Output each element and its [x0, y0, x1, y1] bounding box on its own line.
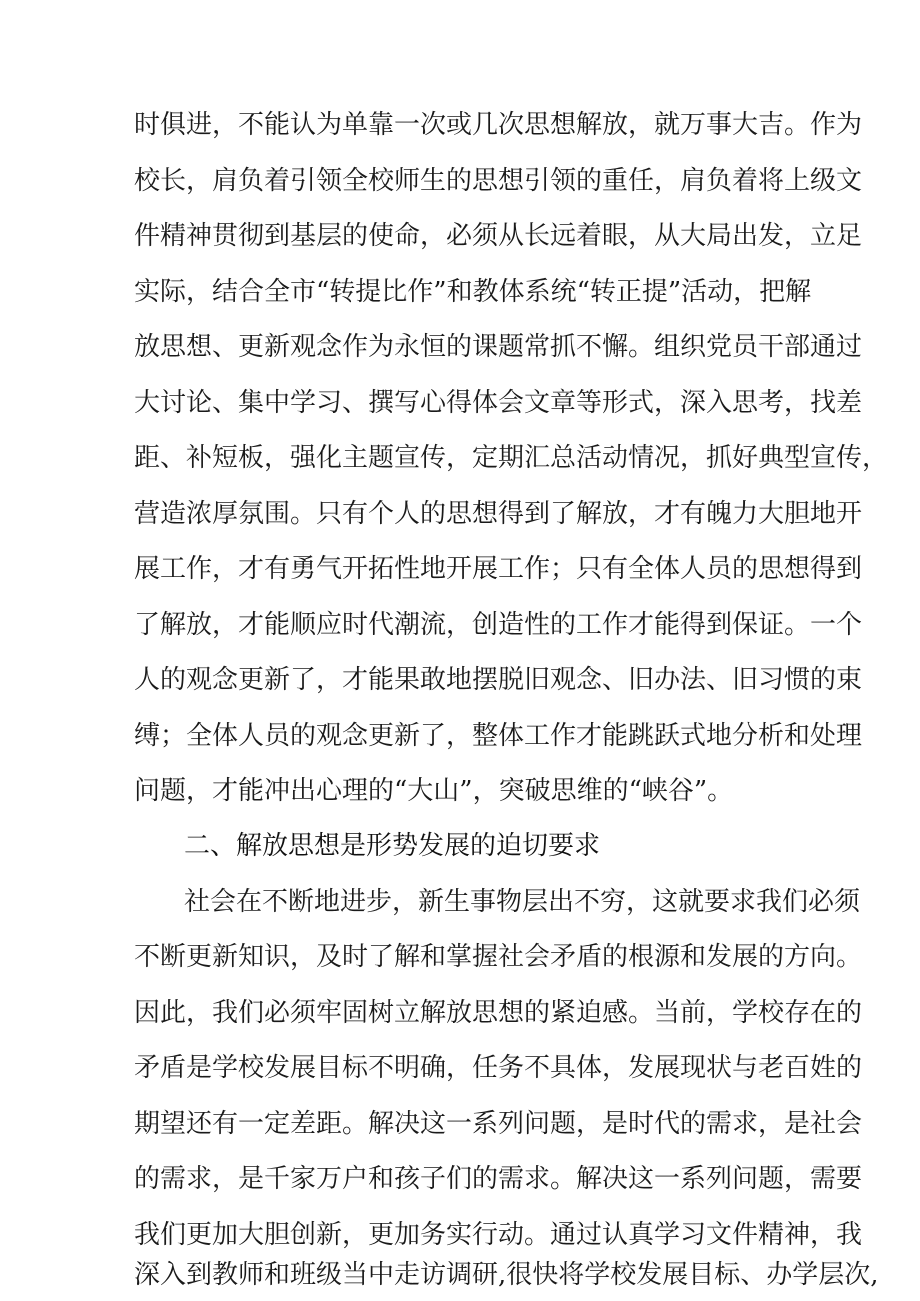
text-line: 了解放，才能顺应时代潮流，创造性的工作才能得到保证。一个: [134, 610, 863, 640]
text-line: 距、补短板，强化主题宣传，定期汇总活动情况，抓好典型宣传，: [134, 443, 889, 473]
text-line: 矛盾是学校发展目标不明确，任务不具体，发展现状与老百姓的: [134, 1053, 863, 1083]
text-line: 校长，肩负着引领全校师生的思想引领的重任，肩负着将上级文: [134, 166, 863, 196]
section-heading: 二、解放思想是形势发展的迫切要求: [184, 831, 601, 861]
text-line: 社会在不断地进步，新生事物层出不穷，这就要求我们必须: [184, 887, 861, 917]
text-line: 营造浓厚氛围。只有个人的思想得到了解放，才有魄力大胆地开: [134, 499, 863, 529]
text-line: 实际，结合全市“转提比作”和教体系统“转正提”活动，把解: [134, 277, 812, 307]
text-line: 期望还有一定差距。解决这一系列问题，是时代的需求，是社会: [134, 1109, 863, 1139]
text-line: 放思想、更新观念作为永恒的课题常抓不懈。组织党员干部通过: [134, 332, 863, 362]
text-line: 深入到教师和班级当中走访调研,很快将学校发展目标、办学层次,: [134, 1260, 879, 1290]
text-line: 的需求，是千家万户和孩子们的需求。解决这一系列问题，需要: [134, 1164, 863, 1194]
text-line: 件精神贯彻到基层的使命，必须从长远着眼，从大局出发，立足: [134, 221, 863, 251]
text-line: 大讨论、集中学习、撰写心得体会文章等形式，深入思考，找差: [134, 388, 863, 418]
text-line: 人的观念更新了，才能果敢地摆脱旧观念、旧办法、旧习惯的束: [134, 665, 863, 695]
text-line: 时俱进，不能认为单靠一次或几次思想解放，就万事大吉。作为: [134, 110, 863, 140]
text-line: 我们更加大胆创新，更加务实行动。通过认真学习文件精神，我: [134, 1220, 863, 1250]
text-line: 缚；全体人员的观念更新了，整体工作才能跳跃式地分析和处理: [134, 721, 863, 751]
text-line: 展工作，才有勇气开拓性地开展工作；只有全体人员的思想得到: [134, 554, 863, 584]
text-line: 不断更新知识，及时了解和掌握社会矛盾的根源和发展的方向。: [134, 942, 863, 972]
text-line: 因此，我们必须牢固树立解放思想的紧迫感。当前，学校存在的: [134, 998, 863, 1028]
text-line: 问题，才能冲出心理的“大山”，突破思维的“峡谷”。: [134, 776, 734, 806]
